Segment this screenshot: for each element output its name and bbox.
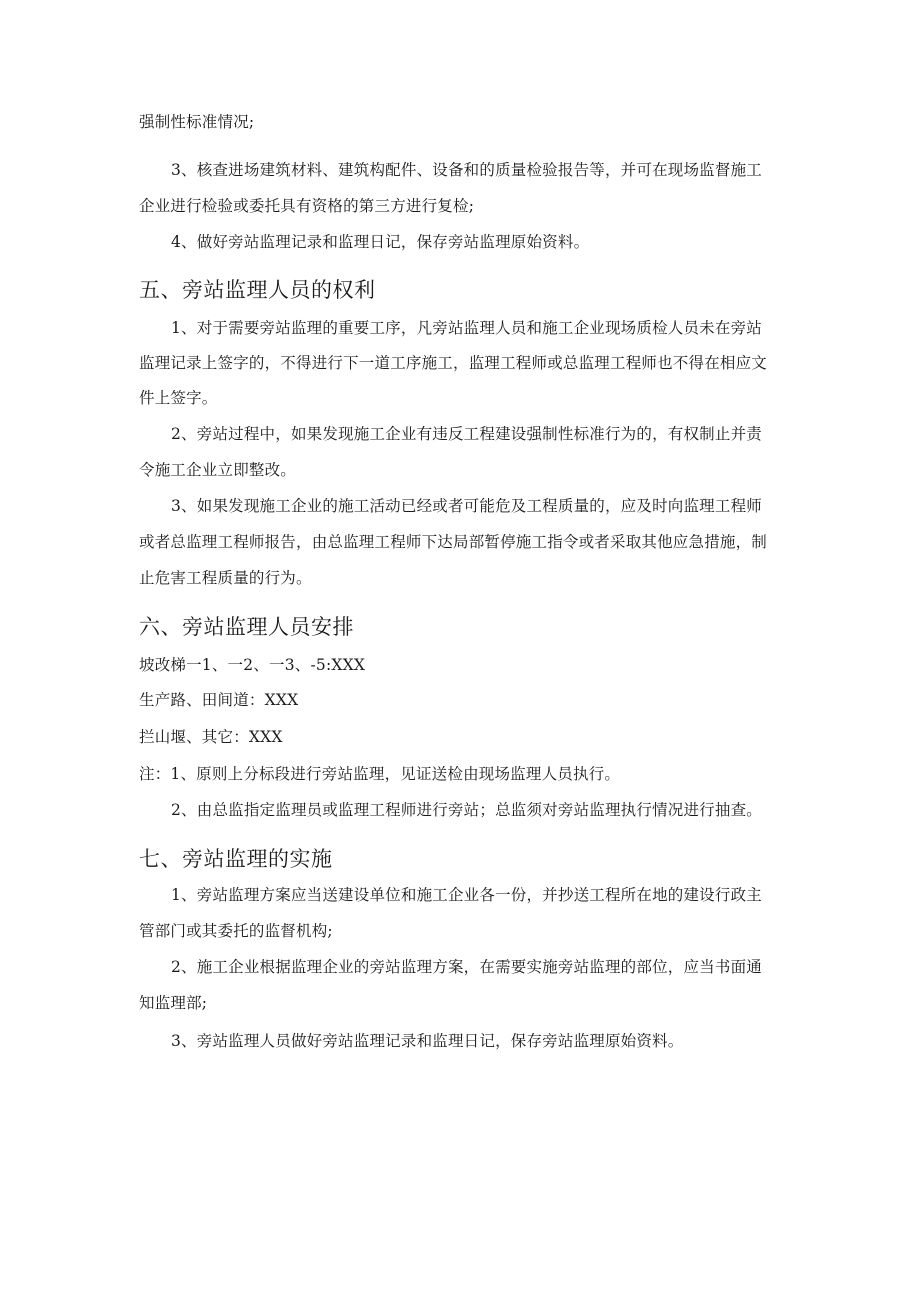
paragraph-line: 止危害工程质量的行为。 xyxy=(139,569,312,587)
paragraph-line: 监理记录上签字的，不得进行下一道工序施工，监理工程师或总监理工程师也不得在相应文 xyxy=(139,354,768,372)
paragraph-line: 件上签字。 xyxy=(139,389,218,407)
paragraph-line: 令施工企业立即整改。 xyxy=(139,461,297,479)
paragraph-line: 注：1、原则上分标段进行旁站监理，见证送检由现场监理人员执行。 xyxy=(139,765,621,783)
paragraph-line: 3、旁站监理人员做好旁站监理记录和监理日记，保存旁站监理原始资料。 xyxy=(171,1032,684,1050)
paragraph-line: 3、如果发现施工企业的施工活动已经或者可能危及工程质量的，应及时向监理工程师 xyxy=(171,497,762,515)
paragraph-line: 1、对于需要旁站监理的重要工序，凡旁站监理人员和施工企业现场质检人员未在旁站 xyxy=(171,319,762,337)
section-heading-6: 六、旁站监理人员安排 xyxy=(139,615,354,639)
paragraph-line: 4、做好旁站监理记录和监理日记，保存旁站监理原始资料。 xyxy=(171,233,590,251)
paragraph-line: 管部门或其委托的监督机构; xyxy=(139,922,333,940)
paragraph-line: 2、旁站过程中，如果发现施工企业有违反工程建设强制性标准行为的，有权制止并责 xyxy=(171,425,762,443)
paragraph-line: 2、施工企业根据监理企业的旁站监理方案，在需要实施旁站监理的部位，应当书面通 xyxy=(171,958,762,976)
paragraph-line: 拦山堰、其它：XXX xyxy=(139,728,283,746)
paragraph-line: 企业进行检验或委托具有资格的第三方进行复检; xyxy=(139,197,475,215)
paragraph-line: 或者总监理工程师报告，由总监理工程师下达局部暂停施工指令或者采取其他应急措施，制 xyxy=(139,533,768,551)
paragraph-line: 知监理部; xyxy=(139,994,208,1012)
paragraph-line: 坡改梯一1、一2、一3、-5:XXX xyxy=(139,656,366,674)
paragraph-line: 强制性标准情况; xyxy=(139,113,255,131)
section-heading-5: 五、旁站监理人员的权利 xyxy=(139,278,376,302)
paragraph-line: 生产路、田间道：XXX xyxy=(139,691,299,709)
paragraph-line: 3、核查进场建筑材料、建筑构配件、设备和的质量检验报告等，并可在现场监督施工 xyxy=(171,161,762,179)
section-heading-7: 七、旁站监理的实施 xyxy=(139,847,333,871)
paragraph-line: 1、旁站监理方案应当送建设单位和施工企业各一份，并抄送工程所在地的建设行政主 xyxy=(171,886,762,904)
paragraph-line: 2、由总监指定监理员或监理工程师进行旁站；总监须对旁站监理执行情况进行抽查。 xyxy=(171,801,762,819)
